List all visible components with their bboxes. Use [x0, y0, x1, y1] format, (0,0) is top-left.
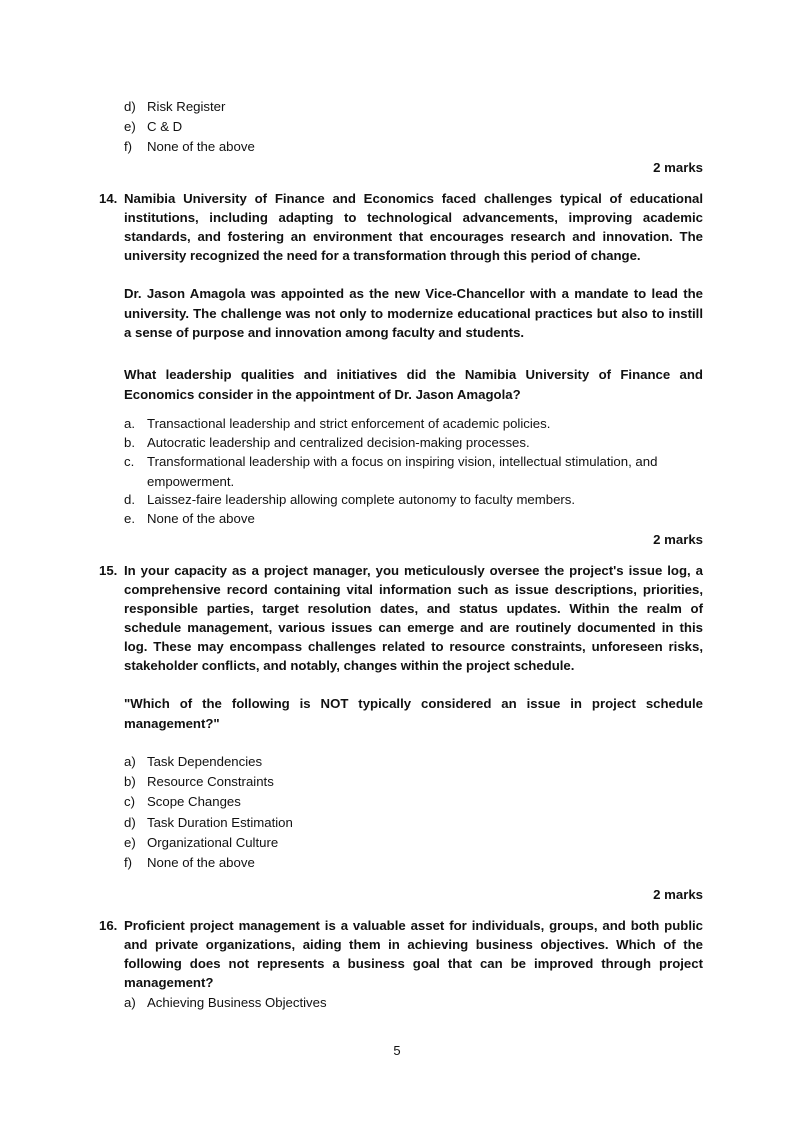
option-text: Scope Changes: [147, 794, 241, 809]
q15-option-e: [124, 833, 278, 853]
option-text: Laissez-faire leadership allowing complete autonomy to faculty members.: [147, 492, 576, 507]
q14-option-d: [124, 490, 575, 510]
option-label: d): [124, 815, 136, 830]
option-text: Transactional leadership and strict enforcement of academic policies.: [147, 416, 551, 431]
q13-option-f: [124, 137, 255, 157]
q14-question: What leadership qualities and initiatives did the Namibia University of Finance and Economics consider in the appointment of Dr. Jason Amagola?: [124, 367, 703, 402]
q14-option-b: [124, 433, 530, 453]
q16-intro: [99, 916, 703, 992]
option-label: d): [124, 99, 136, 114]
option-text: None of the above: [147, 855, 255, 870]
option-label: c): [124, 794, 135, 809]
q15-option-f: [124, 853, 255, 873]
option-text: Achieving Business Objectives: [147, 995, 327, 1010]
option-label: b): [124, 774, 136, 789]
q14-option-a: [124, 414, 550, 434]
q16-option-a: [124, 993, 327, 1013]
page-number: 5: [393, 1043, 401, 1058]
q15-intro: [99, 561, 703, 675]
option-label: a): [124, 754, 136, 769]
option-text: None of the above: [147, 139, 255, 154]
question-number: 16.: [99, 918, 118, 933]
q14-option-e: [124, 509, 255, 529]
q15-marks: 2 marks: [653, 887, 703, 902]
option-label: e): [124, 119, 136, 134]
question-number: 15.: [99, 563, 118, 578]
q15-option-a: [124, 752, 262, 772]
option-label: c.: [124, 454, 135, 469]
option-label: d.: [124, 492, 135, 507]
q14-context: Dr. Jason Amagola was appointed as the new Vice-Chancellor with a mandate to lead the university. The challenge was not only to modernize educational practices but also to instill a sense of purpose and innovation among faculty and students.: [124, 286, 703, 340]
q15-option-c: [124, 792, 241, 812]
question-text: In your capacity as a project manager, you meticulously oversee the project's issue log, a comprehensive record containing vital information such as issue descriptions, priorities, responsible parties, target resolution dates, and status updates. Within the realm of schedule management, various issues can emerge and are routinely documented in this log. These may encompass challenges related to resource constraints, unforeseen risks, stakeholder conflicts, and notably, changes within the project schedule.: [124, 563, 703, 673]
option-label: f): [124, 855, 133, 870]
option-text: Autocratic leadership and centralized decision-making processes.: [147, 435, 530, 450]
q15-option-d: [124, 813, 293, 833]
option-text: Task Dependencies: [147, 754, 263, 769]
option-text: C & D: [147, 119, 183, 134]
q13-option-d: [124, 97, 225, 117]
q15-question: "Which of the following is NOT typically considered an issue in project schedule management?": [124, 696, 703, 731]
option-text: None of the above: [147, 511, 255, 526]
question-text: Namibia University of Finance and Economics faced challenges typical of educational institutions, including adapting to technological advancements, improving academic standards, and fostering an environment that encourages research and innovation. The university recognized the need for a transformation through this period of change.: [124, 191, 703, 263]
option-label: a): [124, 995, 136, 1010]
q14-marks: 2 marks: [653, 532, 703, 547]
option-label: a.: [124, 416, 135, 431]
q13-option-e: [124, 117, 182, 137]
q14-option-c: [124, 452, 703, 492]
option-label: b.: [124, 435, 135, 450]
option-text: Risk Register: [147, 99, 226, 114]
option-text: Task Duration Estimation: [147, 815, 293, 830]
option-text: Resource Constraints: [147, 774, 274, 789]
option-label: e): [124, 835, 136, 850]
q15-option-b: [124, 772, 274, 792]
option-text: Organizational Culture: [147, 835, 279, 850]
option-text: Transformational leadership with a focus on inspiring vision, intellectual stimulation, and empowerment.: [147, 454, 658, 489]
option-label: e.: [124, 511, 135, 526]
question-text: Proficient project management is a valuable asset for individuals, groups, and both public and private organizations, aiding them in achieving business objectives. Which of the following does not represents a business goal that can be improved through project management?: [124, 918, 703, 990]
q14-intro: [99, 189, 703, 265]
q13-marks: 2 marks: [653, 160, 703, 175]
option-label: f): [124, 139, 133, 154]
question-number: 14.: [99, 191, 118, 206]
